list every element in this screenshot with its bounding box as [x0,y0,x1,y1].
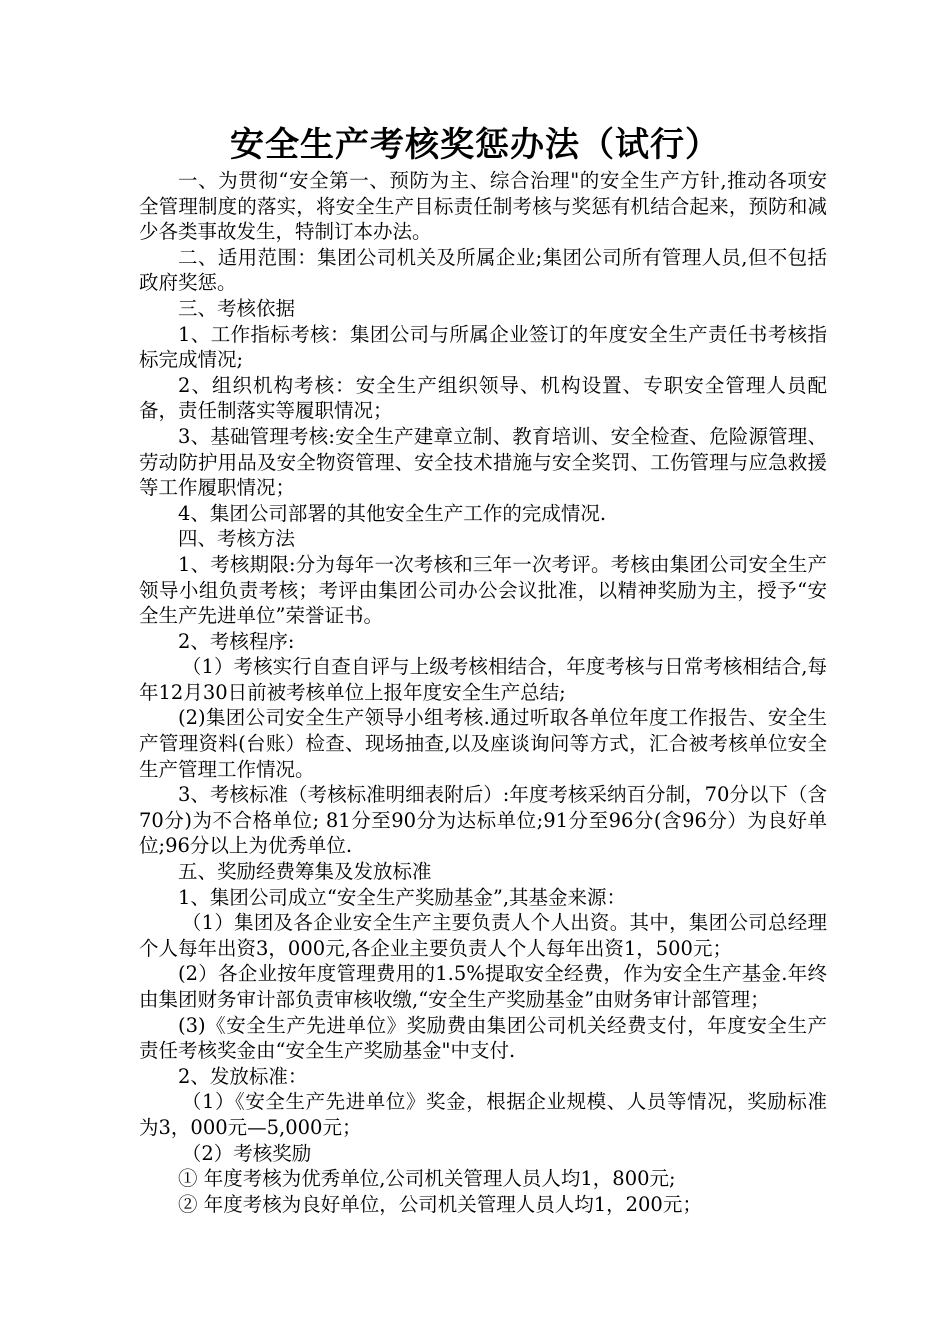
paragraph-funding-1: 1、集团公司成立“安全生产奖励基金”,其基金来源： [178,885,627,909]
section-heading-basis: 三、考核依据 [178,296,296,320]
paragraph-basis-4: 4、集团公司部署的其他安全生产工作的完成情况. [178,501,607,525]
paragraph-method-3: 3、考核标准（考核标准明细表附后）:年度考核采纳百分制，70分以下（含70分)为不合格单位; 81分至90分为达标单位;91分至96分(含96分）为良好单位;96分以上为优秀单位. [139,783,827,858]
paragraph-reward-excellent: ① 年度考核为优秀单位,公司机关管理人员人均1，800元; [178,1167,676,1191]
paragraph-method-2-2: (2)集团公司安全生产领导小组考核.通过听取各单位年度工作报告、安全生产管理资料(台账）检查、现场抽查,以及座谈询问等方式，汇合被考核单位安全生产管理工作情况。 [139,706,827,781]
paragraph-funding-1-1: （1）集团及各企业安全生产主要负责人个人出资。其中，集团公司总经理个人每年出资3，000元,各企业主要负责人个人每年出资1，500元； [139,911,827,960]
paragraph-basis-2: 2、组织机构考核：安全生产组织领导、机构设置、专职安全管理人员配备，责任制落实等履职情况； [139,373,827,423]
paragraph-funding-1-2: (2）各企业按年度管理费用的1.5%提取安全经费，作为安全生产基金.年终由集团财务审计部负责审核收缴,“安全生产奖励基金”由财务审计部管理； [139,962,827,1011]
section-heading-funding: 五、奖励经费筹集及发放标准 [178,860,432,884]
paragraph-basis-3: 3、基础管理考核:安全生产建章立制、教育培训、安全检查、危险源管理、劳动防护用品及安全物资管理、安全技术措施与安全奖罚、工伤管理与应急救援等工作履职情况； [139,424,827,500]
document-title: 安全生产考核奖惩办法（试行） [230,125,720,165]
paragraph-funding-2-2: （2）考核奖励 [181,1141,312,1165]
paragraph-basis-1: 1、工作指标考核：集团公司与所属企业签订的年度安全生产责任书考核指标完成情况; [139,322,827,372]
document-body [139,168,827,1217]
paragraph-purpose: 一、为贯彻“安全第一、预防为主、综合治理"的安全生产方针,推动各项安全管理制度的落实，将安全生产目标责任制考核与奖惩有机结合起来，预防和减少各类事故发生，特制订本办法。 [139,169,827,244]
paragraph-funding-2-1: （1）《安全生产先进单位》奖金，根据企业规模、人员等情况，奖励标准为3，000元—5,000元； [139,1090,827,1139]
paragraph-method-1: 1、考核期限:分为每年一次考核和三年一次考评。考核由集团公司安全生产领导小组负责考核；考评由集团公司办公会议批准，以精神奖励为主，授予“安全生产先进单位”荣誉证书。 [139,552,827,628]
paragraph-method-2: 2、考核程序: [178,629,295,653]
paragraph-funding-1-3: (3)《安全生产先进单位》奖励费由集团公司机关经费支付，年度安全生产责任考核奖金由“安全生产奖励基金"中支付. [139,1013,827,1063]
paragraph-reward-good: ② 年度考核为良好单位，公司机关管理人员人均1，200元； [178,1192,702,1216]
paragraph-funding-2: 2、发放标准： [178,1064,308,1088]
section-heading-method: 四、考核方法 [178,527,296,551]
paragraph-scope: 二、适用范围：集团公司机关及所属企业;集团公司所有管理人员,但不包括政府奖惩。 [139,245,827,295]
paragraph-method-2-1: （1）考核实行自查自评与上级考核相结合，年度考核与日常考核相结合,每年12月30日前被考核单位上报年度安全生产总结; [139,655,827,704]
